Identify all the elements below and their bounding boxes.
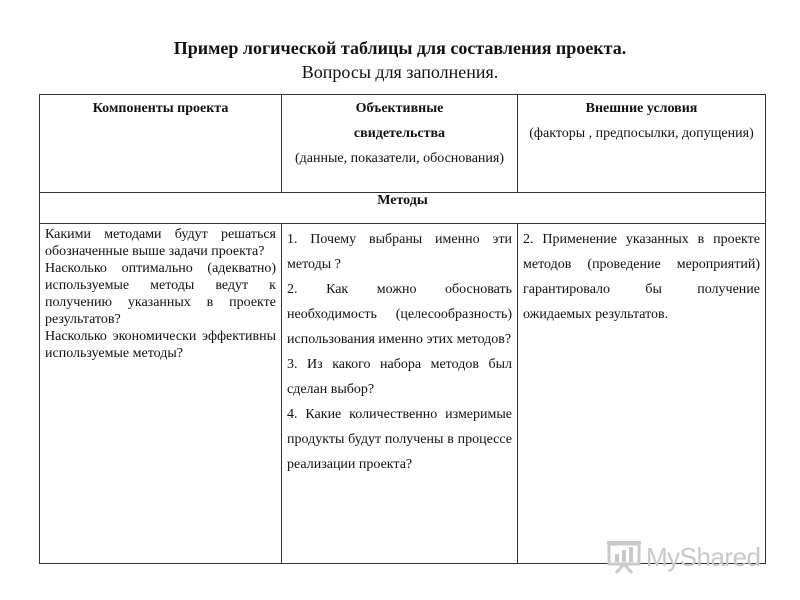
header-evidence-subtitle: (данные, показатели, обоснования) — [295, 151, 504, 166]
evidence-question: 1. Почему выбраны именно эти методы ? — [287, 232, 512, 272]
page-title: Пример логической таблицы для составления проекта. — [173, 38, 627, 58]
header-col-components — [40, 95, 282, 193]
components-question: Насколько оптимально (адекватно) используемые методы ведут к получению указанных в проекте результатов? — [45, 261, 276, 327]
cell-external — [518, 224, 766, 564]
header-col-evidence — [282, 95, 518, 193]
body-row — [40, 224, 766, 564]
section-row — [40, 193, 766, 224]
watermark-text: MyShared — [646, 542, 761, 572]
section-methods: Методы — [40, 193, 766, 224]
header-row — [40, 95, 766, 193]
myshared-logo-icon — [606, 540, 642, 574]
header-evidence-title-1: Объективные — [355, 101, 444, 116]
logic-table — [39, 94, 766, 564]
evidence-question: 2. Как можно обосновать необходимость (целесообразность) использования именно этих методов? — [287, 282, 512, 347]
header-evidence-title-2: свидетельства — [353, 126, 446, 141]
components-question: Какими методами будут решаться обозначенные выше задачи проекта? — [45, 227, 276, 259]
page-subtitle: Вопросы для заполнения. — [301, 62, 499, 82]
title-block — [0, 36, 800, 84]
header-col-external — [518, 95, 766, 193]
components-question: Насколько экономически эффективны используемые методы? — [45, 329, 276, 361]
external-question: 2. Применение указанных в проекте методов (проведение мероприятий) гарантировало бы получение ожидаемых результатов. — [523, 232, 760, 322]
evidence-question: 3. Из какого набора методов был сделан выбор? — [287, 357, 512, 397]
header-external-title: Внешние условия — [585, 101, 698, 116]
header-external-subtitle: (факторы , предпосылки, допущения) — [529, 126, 754, 141]
cell-components — [40, 224, 282, 564]
watermark-logo — [606, 538, 776, 578]
header-components-title: Компоненты проекта — [92, 101, 229, 116]
evidence-question: 4. Какие количественно измеримые продукты будут получены в процессе реализации проекта? — [287, 407, 512, 472]
cell-evidence — [282, 224, 518, 564]
